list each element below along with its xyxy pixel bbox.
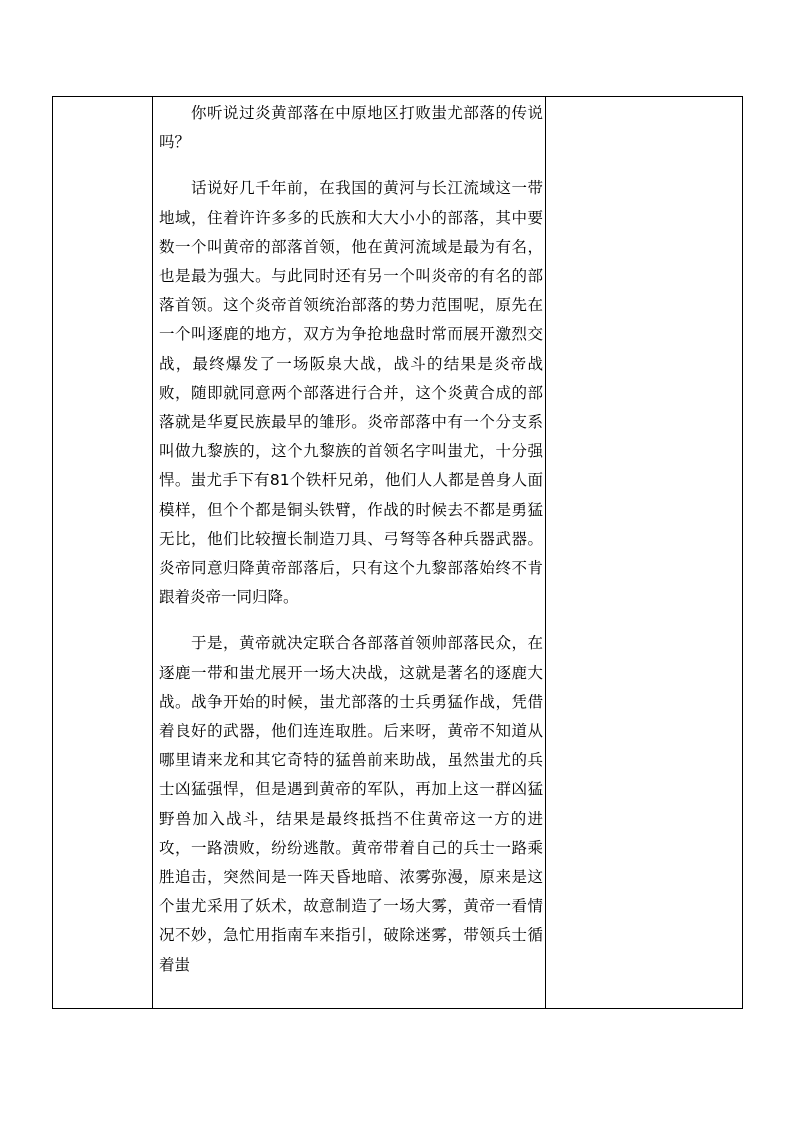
lesson-table xyxy=(52,96,743,1009)
story-text xyxy=(159,99,543,997)
right-column-cell xyxy=(546,97,742,1008)
story-content-cell xyxy=(153,97,545,1008)
left-column-cell xyxy=(53,97,152,1008)
story-paragraph-battle: 于是，黄帝就决定联合各部落首领帅部落民众，在逐鹿一带和蚩尤展开一场大决战，这就是著名的逐鹿大战。战争开始的时候，蚩尤部落的士兵勇猛作战，凭借着良好的武器，他们连连取胜。后来呀，黄帝不知道从哪里请来龙和其它奇特的猛兽前来助战，虽然蚩尤的兵士凶猛强悍，但是遇到黄帝的军队，再加上这一群凶猛野兽加入战斗，结果是最终抵挡不住黄帝这一方的进攻，一路溃败，纷纷逃散。黄帝带着自己的兵士一路乘胜追击，突然间是一阵天昏地暗、浓雾弥漫，原来是这个蚩尤采用了妖术，故意制造了一场大雾，黄帝一看情况不妙，急忙用指南车来指引，破除迷雾，带领兵士循着蚩 xyxy=(159,634,543,974)
story-paragraph-background: 话说好几千年前，在我国的黄河与长江流域这一带地域，住着许许多多的氏族和大大小小的部落，其中要数一个叫黄帝的部落首领，他在黄河流域是最为有名，也是最为强大。与此同时还有另一个叫炎帝的有名的部落首领。这个炎帝首领统治部落的势力范围呢，原先在一个叫逐鹿的地方，双方为争抢地盘时常而展开激烈交战，最终爆发了一场阪泉大战，战斗的结果是炎帝战败，随即就同意两个部落进行合并，这个炎黄合成的部落就是华夏民族最早的雏形。炎帝部落中有一个分支系叫做九黎族的，这个九黎族的首领名字叫蚩尤，十分强悍。蚩尤手下有81个铁杆兄弟，他们人人都是兽身人面模样，但个个都是铜头铁臂，作战的时候去不都是勇猛无比，他们比较擅长制造刀具、弓弩等各种兵器武器。炎帝同意归降黄帝部落后，只有这个九黎部落始终不肯跟着炎帝一同归降。 xyxy=(159,179,543,607)
story-paragraph-question: 你听说过炎黄部落在中原地区打败蚩尤部落的传说吗？ xyxy=(159,104,543,152)
